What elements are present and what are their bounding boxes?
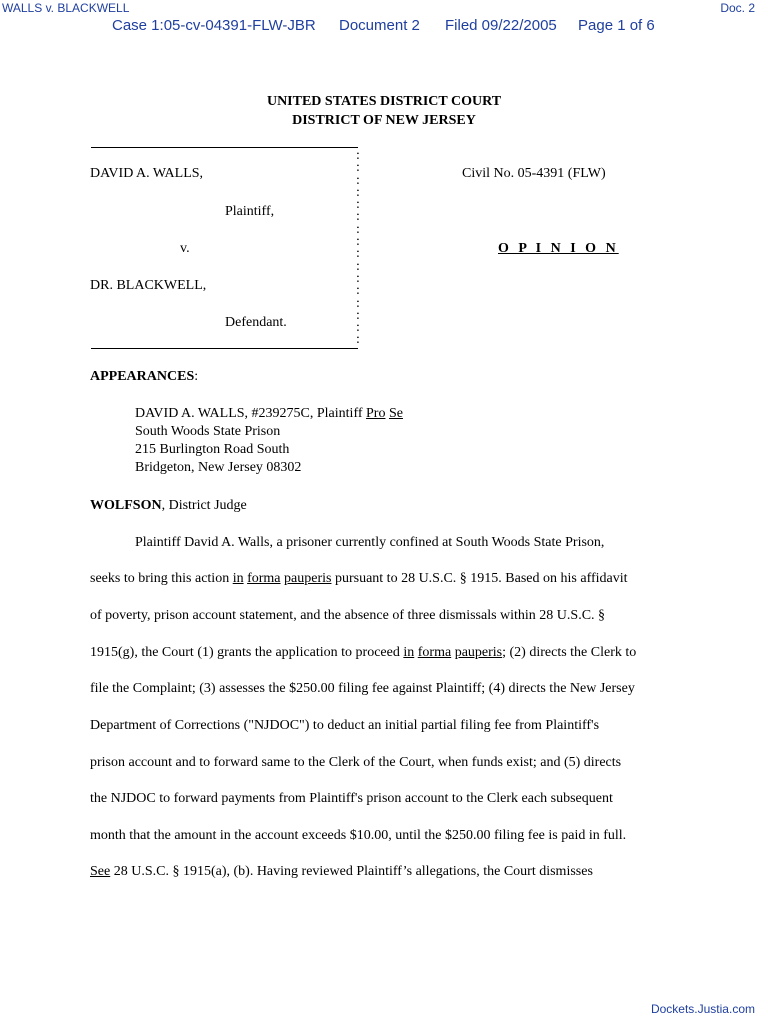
- document-number: Document 2: [339, 17, 420, 34]
- plaintiff-label: Plaintiff,: [225, 204, 275, 219]
- source-link[interactable]: Dockets.Justia.com: [650, 1002, 755, 1016]
- defendant-label: Defendant.: [225, 315, 287, 330]
- body-line-8: the NJDOC to forward payments from Plaintiff's prison account to the Clerk each subsequent: [90, 791, 613, 806]
- body-line-3: of poverty, prison account statement, and the absence of three dismissals within 28 U.S.C. §: [90, 608, 606, 623]
- civil-number: Civil No. 05-4391 (FLW): [462, 166, 606, 181]
- court-district: DISTRICT OF NEW JERSEY: [292, 113, 476, 128]
- body-line-1: Plaintiff David A. Walls, a prisoner currently confined at South Woods State Prison,: [135, 535, 605, 550]
- body-line-10: See 28 U.S.C. § 1915(a), (b). Having reviewed Plaintiff’s allegations, the Court dismisses: [90, 864, 593, 879]
- caption-top-rule: [91, 147, 358, 148]
- page-indicator: Page 1 of 6: [578, 17, 655, 34]
- body-line-7: prison account and to forward same to the Clerk of the Court, when funds exist; and (5) directs: [90, 755, 622, 770]
- appearances-heading: APPEARANCES:: [90, 369, 199, 384]
- judge-line: WOLFSON, District Judge: [90, 498, 247, 513]
- case-title[interactable]: WALLS v. BLACKWELL: [2, 1, 130, 15]
- body-line-4: 1915(g), the Court (1) grants the application to proceed in forma pauperis; (2) directs the Clerk to: [90, 645, 637, 660]
- case-number: Case 1:05-cv-04391-FLW-JBR: [112, 17, 316, 34]
- body-line-2: seeks to bring this action in forma pauperis pursuant to 28 U.S.C. § 1915. Based on his affidavit: [90, 571, 628, 586]
- appearance-party: DAVID A. WALLS, #239275C, Plaintiff Pro Se: [135, 406, 403, 421]
- caption-colon-column: : : : : : : : : : : : : : : : :: [356, 148, 360, 348]
- plaintiff-name: DAVID A. WALLS,: [90, 166, 204, 181]
- appearance-address-1: South Woods State Prison: [135, 424, 281, 439]
- opinion-title: O P I N I O N: [498, 241, 619, 256]
- court-name: UNITED STATES DISTRICT COURT: [266, 94, 502, 109]
- versus: v.: [180, 241, 190, 256]
- appearance-address-2: 215 Burlington Road South: [135, 442, 290, 457]
- defendant-name: DR. BLACKWELL,: [90, 278, 207, 293]
- caption-bottom-rule: [91, 348, 358, 349]
- appearance-address-3: Bridgeton, New Jersey 08302: [135, 460, 302, 475]
- body-line-5: file the Complaint; (3) assesses the $250.00 filing fee against Plaintiff; (4) directs the New Jersey: [90, 681, 635, 696]
- filed-date: Filed 09/22/2005: [445, 17, 557, 34]
- body-line-9: month that the amount in the account exceeds $10.00, until the $250.00 filing fee is paid in full.: [90, 828, 627, 843]
- doc-label[interactable]: Doc. 2: [720, 1, 755, 15]
- body-line-6: Department of Corrections ("NJDOC") to deduct an initial partial filing fee from Plaintiff's: [90, 718, 600, 733]
